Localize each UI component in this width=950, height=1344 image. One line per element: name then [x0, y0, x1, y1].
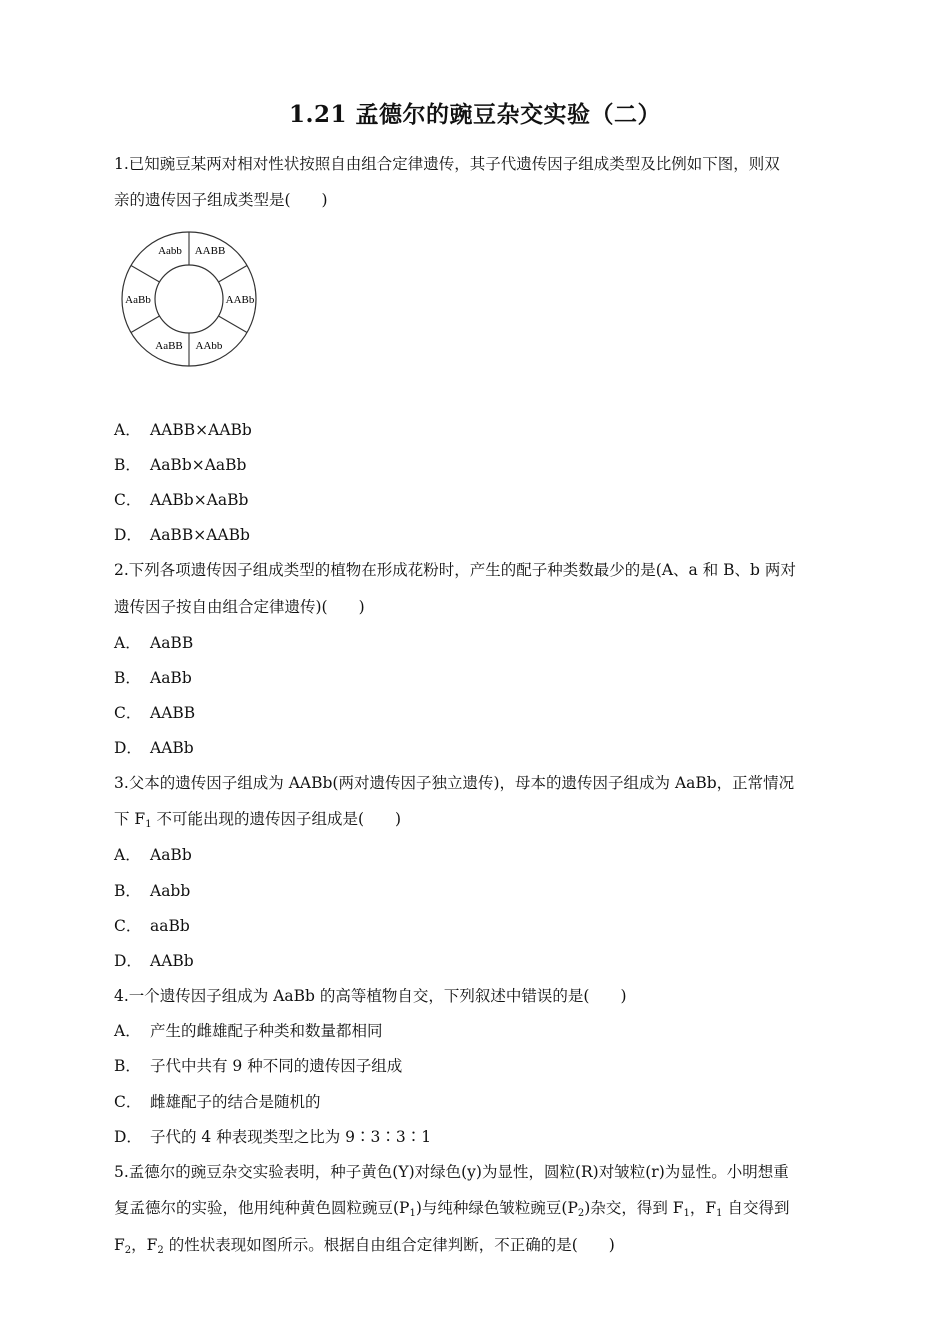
q1-option-c[interactable]: C． AABb×AaBb: [114, 491, 249, 509]
q2-option-c[interactable]: C． AABB: [114, 704, 196, 722]
divider: [131, 316, 160, 333]
divider: [219, 266, 248, 283]
divider: [219, 316, 248, 333]
q3-stem-line2: 下 $F_1$ 不可能出现的遗传因子组成是( ): [114, 810, 402, 830]
segment-label-aabb: Aabb: [158, 245, 182, 257]
q4-stem-line1: 4.一个遗传因子组成为 AaBb 的高等植物自交，下列叙述中错误的是( ): [114, 987, 627, 1005]
q1-option-a[interactable]: A． AABB×AABb: [114, 421, 252, 439]
q3-option-a[interactable]: A． AaBb: [114, 846, 192, 864]
q4-option-a[interactable]: A． 产生的雌雄配子种类和数量都相同: [114, 1022, 383, 1040]
segment-label-aabb-2: AABB: [194, 245, 226, 257]
q1-stem-line1: 1.已知豌豆某两对相对性状按照自由组合定律遗传，其子代遗传因子组成类型及比例如下图，则双: [114, 155, 780, 173]
q2-stem-line2: 遗传因子按自由组合定律遗传)( ): [114, 598, 365, 616]
q3-option-c[interactable]: C． aaBb: [114, 917, 190, 935]
segment-label-aabb-6: AAbb: [195, 340, 223, 352]
segment-label-aabb-4: AABb: [225, 294, 255, 306]
q5-stem-line3: $F_2$，$F_2$ 的性状表现如图所示。根据自由组合定律判断，不正确的是( ): [114, 1236, 615, 1256]
q2-option-d[interactable]: D． AABb: [114, 739, 194, 757]
segment-label-aabb-3: AaBb: [125, 294, 151, 306]
q5-stem-line1: 5.孟德尔的豌豆杂交实验表明，种子黄色(Y)对绿色(y)为显性，圆粒(R)对皱粒(r)为显性。小明想重: [114, 1163, 789, 1181]
q1-option-b[interactable]: B． AaBb×AaBb: [114, 456, 247, 474]
page-title: 1.21 孟德尔的豌豆杂交实验（二）: [288, 101, 662, 128]
q1-genotype-ring-diagram: [114, 228, 264, 370]
q2-option-a[interactable]: A． AaBB: [114, 634, 194, 652]
q5-stem-line2: 复孟德尔的实验，他用纯种黄色圆粒豌豆$(P_1)$与纯种绿色皱粒豌豆$(P_2)$杂交，得到 $F_1$，$F_1$ 自交得到: [114, 1199, 790, 1219]
divider: [131, 266, 160, 283]
q1-option-d[interactable]: D． AaBB×AABb: [114, 526, 250, 544]
segment-label-aabb-5: AaBB: [155, 340, 183, 352]
q3-stem-line1: 3.父本的遗传因子组成为 AABb(两对遗传因子独立遗传)，母本的遗传因子组成为 AaBb，正常情况: [114, 774, 795, 792]
q4-option-b[interactable]: B． 子代中共有 9 种不同的遗传因子组成: [114, 1057, 403, 1075]
q1-stem-line2: 亲的遗传因子组成类型是( ): [114, 191, 328, 209]
q2-stem-line1: 2.下列各项遗传因子组成类型的植物在形成花粉时，产生的配子种类数最少的是(A、a 和 B、b 两对: [114, 561, 796, 579]
q4-option-d[interactable]: D． 子代的 4 种表现类型之比为 9∶3∶3∶1: [114, 1128, 432, 1146]
inner-circle: [155, 265, 223, 333]
q2-option-b[interactable]: B． AaBb: [114, 669, 192, 687]
q3-option-b[interactable]: B． Aabb: [114, 882, 191, 900]
q4-option-c[interactable]: C． 雌雄配子的结合是随机的: [114, 1093, 321, 1111]
q3-option-d[interactable]: D． AABb: [114, 952, 194, 970]
